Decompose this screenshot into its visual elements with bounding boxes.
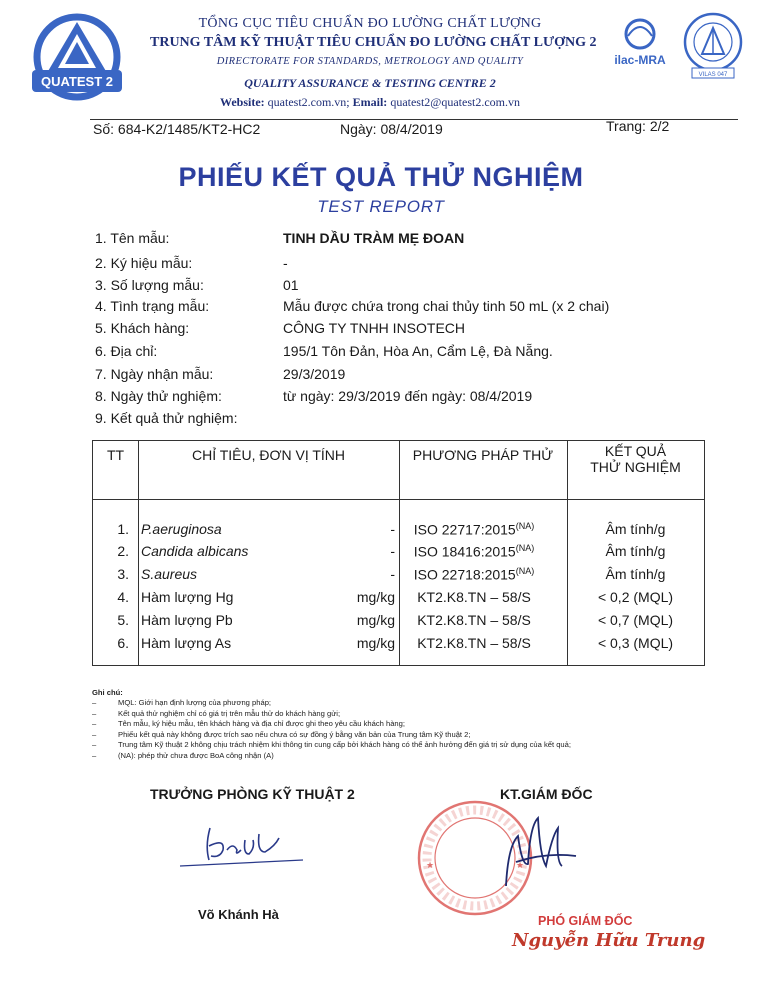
row-number: 4.: [117, 589, 129, 605]
left-signature-graphic: [175, 816, 315, 876]
header-contact-line: [150, 95, 590, 110]
table-row: [93, 612, 704, 635]
table-row: [93, 635, 704, 658]
row-criteria: Hàm lượng As: [141, 635, 232, 651]
svg-text:QUATEST 2: QUATEST 2: [41, 74, 113, 89]
notes-title: Ghi chú:: [92, 688, 123, 697]
note-line: – Kết quả thử nghiệm chỉ có giá trị trên mẫu thử do khách hàng gửi;: [92, 709, 571, 720]
info-row: [95, 277, 715, 299]
info-label: 1. Tên mẫu:: [95, 230, 170, 246]
info-value: từ ngày: 29/3/2019 đến ngày: 08/4/2019: [283, 388, 533, 404]
row-criteria: S.aureus: [141, 566, 198, 582]
svg-text:★: ★: [516, 860, 525, 870]
info-row: [95, 255, 715, 277]
header-criteria: CHỈ TIÊU, ĐƠN VỊ TÍNH: [191, 447, 346, 463]
header-centre-line: TRUNG TÂM KỸ THUẬT TIÊU CHUẨN ĐO LƯỜNG CHẤT LƯỢNG 2: [150, 35, 597, 50]
row-number: 3.: [117, 566, 129, 582]
row-number: 5.: [117, 612, 129, 628]
row-method: KT2.K8.TN – 58/S: [417, 635, 531, 651]
info-label: 4. Tình trạng mẫu:: [95, 298, 210, 314]
website-label: Website:: [219, 95, 265, 109]
header-result-line2: THỬ NGHIỆM: [590, 459, 681, 475]
info-row: [95, 320, 715, 342]
notes-section: [92, 688, 571, 762]
row-result: < 0,3 (MQL): [597, 635, 674, 651]
row-result: < 0,2 (MQL): [597, 589, 674, 605]
table-header-divider: [93, 499, 704, 500]
header-result-line1: KẾT QUẢ: [604, 443, 667, 459]
note-line: – Phiếu kết quả này không được trích sao nếu chưa có sự đồng ý bằng văn bản của Trung tâm Kỹ thuật 2;: [92, 730, 571, 741]
info-row: [95, 388, 715, 410]
left-signer-title: TRƯỞNG PHÒNG KỸ THUẬT 2: [150, 786, 355, 802]
report-number: Số: 684-K2/1485/KT2-HC2: [93, 121, 261, 137]
note-line: – Tên mẫu, ký hiệu mẫu, tên khách hàng và địa chỉ được ghi theo yêu cầu khách hàng;: [92, 719, 571, 730]
info-label: 5. Khách hàng:: [95, 320, 190, 336]
row-method: ISO $22717:2015^{(NA)}$: [413, 521, 535, 538]
row-method: ISO $18416:2015^{(NA)}$: [413, 543, 535, 560]
info-label: 7. Ngày nhận mẫu:: [95, 366, 214, 382]
row-result: < 0,7 (MQL): [597, 612, 674, 628]
row-result: Âm tính/g: [605, 521, 666, 537]
row-unit: mg/kg: [356, 589, 395, 605]
svg-text:VILAS 047: VILAS 047: [698, 72, 728, 78]
info-value: Mẫu được chứa trong chai thủy tinh 50 mL (x 2 chai): [283, 298, 610, 314]
info-value: -: [283, 255, 288, 271]
table-row: [93, 589, 704, 612]
row-number: 1.: [117, 521, 129, 537]
table-row: [93, 543, 704, 566]
header-method: PHƯƠNG PHÁP THỬ: [412, 447, 554, 463]
row-unit: mg/kg: [356, 612, 395, 628]
row-method: ISO $22718:2015^{(NA)}$: [413, 566, 535, 583]
right-signer-name: Nguyễn Hữu Trung: [512, 930, 706, 951]
row-number: 6.: [117, 635, 129, 651]
ilac-mra-logo: [606, 16, 674, 86]
header-result: [567, 443, 704, 475]
row-unit: -: [390, 543, 395, 559]
header-directorate-line: DIRECTORATE FOR STANDARDS, METROLOGY AND QUALITY: [216, 56, 524, 67]
header-org-line: TỔNG CỤC TIÊU CHUẨN ĐO LƯỜNG CHẤT LƯỢNG: [198, 16, 542, 31]
row-unit: -: [390, 521, 395, 537]
info-value: 01: [283, 277, 299, 293]
svg-text:ilac-MRA: ilac-MRA: [614, 53, 666, 67]
info-row: [95, 410, 715, 432]
right-signature-graphic: [496, 806, 586, 896]
info-value: 29/3/2019: [283, 366, 346, 382]
info-value: TINH DẦU TRÀM MẸ ĐOAN: [283, 230, 465, 246]
row-result: Âm tính/g: [605, 566, 666, 582]
info-row: [95, 366, 715, 388]
page-number: Trang: 2/2: [606, 118, 670, 134]
row-result: Âm tính/g: [605, 543, 666, 559]
row-method: KT2.K8.TN – 58/S: [417, 589, 531, 605]
row-number: 2.: [117, 543, 129, 559]
info-label: 9. Kết quả thử nghiệm:: [95, 410, 238, 426]
right-signer-title: KT.GIÁM ĐỐC: [500, 786, 593, 802]
row-unit: mg/kg: [356, 635, 395, 651]
row-criteria: P.aeruginosa: [141, 521, 222, 537]
info-value: 195/1 Tôn Đản, Hòa An, Cẩm Lệ, Đà Nẵng.: [283, 343, 553, 359]
results-table: [92, 440, 705, 666]
email-label: Email:: [352, 95, 388, 109]
website-link[interactable]: quatest2.com.vn;: [267, 95, 350, 109]
report-title: PHIẾU KẾT QUẢ THỬ NGHIỆM: [178, 162, 584, 192]
table-row: [93, 521, 704, 544]
info-label: 8. Ngày thử nghiệm:: [95, 388, 222, 404]
header-tt: TT: [106, 447, 125, 463]
right-signer-position: PHÓ GIÁM ĐỐC: [538, 914, 633, 928]
note-line: – (NA): phép thử chưa được BoA công nhận (A): [92, 751, 571, 762]
report-subtitle: TEST REPORT: [317, 197, 445, 216]
report-date: Ngày: 08/4/2019: [340, 121, 443, 137]
info-row: [95, 298, 715, 320]
svg-text:★: ★: [426, 860, 435, 870]
table-row: [93, 566, 704, 589]
note-line: – MQL: Giới hạn định lượng của phương pháp;: [92, 698, 571, 709]
note-line: – Trung tâm Kỹ thuật 2 không chịu trách nhiệm khi thông tin cung cấp bởi khách hàng có thể ảnh hưởng đến giá trị sử dụng của kết quả;: [92, 740, 571, 751]
info-row: [95, 343, 715, 365]
email-link[interactable]: quatest2@quatest2.com.vn: [390, 95, 521, 109]
row-criteria: Hàm lượng Pb: [141, 612, 233, 628]
boa-accreditation-logo: [678, 10, 748, 80]
row-unit: -: [390, 566, 395, 582]
left-signer-name: Võ Khánh Hà: [198, 907, 279, 922]
info-label: 6. Địa chỉ:: [95, 343, 158, 359]
info-label: 3. Số lượng mẫu:: [95, 277, 204, 293]
info-value: CÔNG TY TNHH INSOTECH: [283, 320, 466, 336]
quatest2-logo: [22, 12, 132, 102]
header-centre-english-line: QUALITY ASSURANCE & TESTING CENTRE 2: [244, 76, 496, 90]
info-row: [95, 230, 715, 252]
row-method: KT2.K8.TN – 58/S: [417, 612, 531, 628]
info-label: 2. Ký hiệu mẫu:: [95, 255, 193, 271]
row-criteria: Hàm lượng Hg: [141, 589, 234, 605]
row-criteria: Candida albicans: [141, 543, 249, 559]
